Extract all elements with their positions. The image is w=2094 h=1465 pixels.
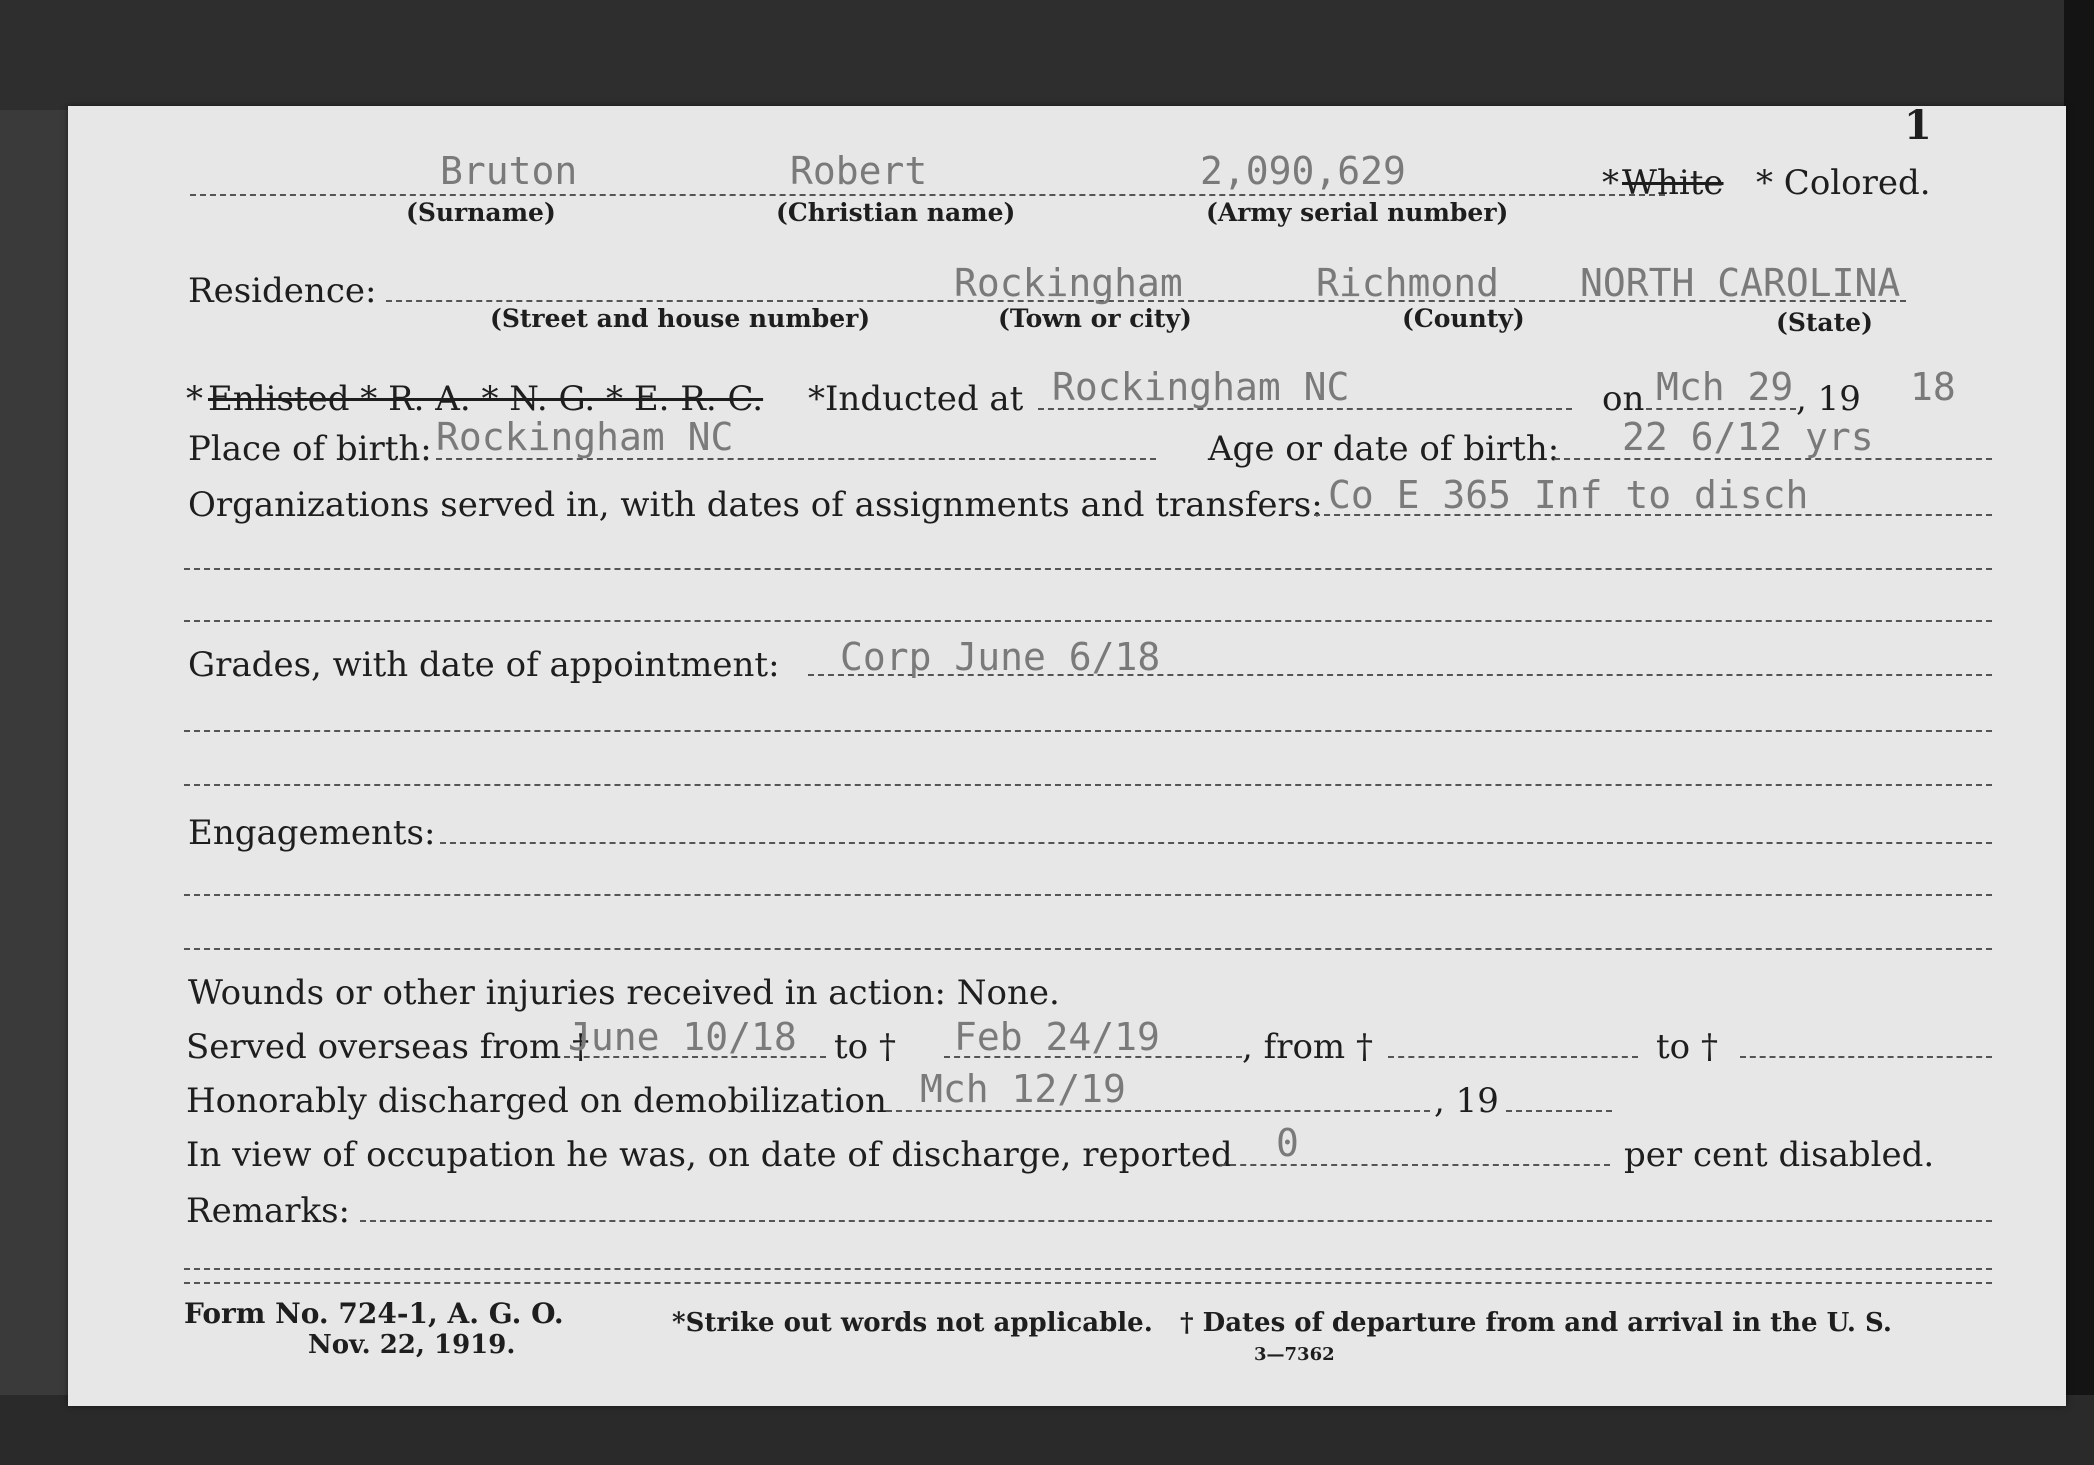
military-service-card — [68, 102, 2066, 1406]
page-number: 1 — [1904, 102, 1932, 149]
christian-name-label: (Christian name) — [776, 198, 1016, 227]
christian-name-value: Robert — [790, 149, 928, 193]
state-label: (State) — [1776, 308, 1873, 337]
struck-enlistment-options: Enlisted * R. A. * N. G. * E. R. C. — [208, 379, 764, 419]
overseas-from-date: June 10/18 — [568, 1015, 797, 1059]
town-value: Rockingham — [954, 261, 1183, 305]
inducted-place-value: Rockingham NC — [1052, 365, 1350, 409]
induction-star: * — [186, 379, 203, 419]
discharge-date: Mch 12/19 — [920, 1067, 1126, 1111]
place-of-birth-value: Rockingham NC — [436, 415, 734, 459]
inducted-at-label: *Inducted at — [808, 379, 1024, 419]
strike-out-note: *Strike out words not applicable. — [672, 1308, 1153, 1338]
organizations-line-2 — [184, 568, 1992, 570]
serial-number-label: (Army serial number) — [1206, 198, 1509, 227]
age-value: 22 6/12 yrs — [1622, 415, 1874, 459]
disability-suffix: per cent disabled. — [1624, 1135, 1935, 1175]
induction-date-value: Mch 29 — [1656, 365, 1794, 409]
name-line — [190, 194, 1665, 196]
organizations-line-3 — [184, 620, 1992, 622]
organizations-value: Co E 365 Inf to disch — [1328, 473, 1809, 517]
engagements-line-2 — [184, 894, 1992, 896]
residence-label: Residence: — [188, 271, 377, 311]
disability-value: 0 — [1276, 1121, 1299, 1165]
serial-number-value: 2,090,629 — [1200, 149, 1406, 193]
state-value: NORTH CAROLINA — [1580, 261, 1901, 305]
grades-line-3 — [184, 784, 1992, 786]
grades-label: Grades, with date of appointment: — [188, 645, 780, 685]
dates-note: † Dates of departure from and arrival in the U. S. — [1180, 1308, 1892, 1338]
discharge-label: Honorably discharged on demobilization — [186, 1081, 887, 1121]
county-label: (County) — [1402, 304, 1525, 333]
overseas-to2-label: to † — [1656, 1027, 1718, 1067]
induction-on-label: on — [1602, 379, 1645, 419]
organizations-label: Organizations served in, with dates of assignments and transfers: — [188, 485, 1323, 525]
discharge-year-line — [1506, 1110, 1612, 1112]
age-label: Age or date of birth: — [1208, 429, 1560, 469]
print-code: 3—7362 — [1254, 1344, 1335, 1365]
scan-background-top — [0, 0, 2094, 110]
colored-option: * Colored. — [1756, 163, 1931, 203]
overseas-to2-line — [1740, 1056, 1992, 1058]
overseas-to-label: to † — [834, 1027, 896, 1067]
engagements-line — [440, 842, 1992, 844]
place-of-birth-label: Place of birth: — [188, 429, 432, 469]
street-label: (Street and house number) — [490, 304, 871, 333]
disability-label: In view of occupation he was, on date of discharge, reported — [186, 1135, 1233, 1175]
induction-year-prefix: , 19 — [1796, 379, 1861, 419]
overseas-from-label: Served overseas from † — [186, 1027, 590, 1067]
scan-background-right — [2064, 0, 2094, 1465]
town-label: (Town or city) — [998, 304, 1192, 333]
engagements-label: Engagements: — [188, 813, 436, 853]
induction-year-value: 18 — [1910, 365, 1956, 409]
white-option-struck: White — [1622, 163, 1724, 203]
overseas-to-date: Feb 24/19 — [954, 1015, 1160, 1059]
overseas-from2-line — [1388, 1056, 1638, 1058]
wounds-label: Wounds or other injuries received in action: None. — [188, 973, 1060, 1013]
grades-line-2 — [184, 730, 1992, 732]
remarks-line — [360, 1220, 1992, 1222]
remarks-line-3 — [184, 1282, 1992, 1284]
surname-value: Bruton — [440, 149, 578, 193]
remarks-line-2 — [184, 1268, 1992, 1270]
engagements-line-3 — [184, 948, 1992, 950]
form-number: Form No. 724-1, A. G. O. — [184, 1297, 564, 1330]
discharge-year-label: , 19 — [1434, 1081, 1499, 1121]
overseas-from2-label: , from † — [1242, 1027, 1373, 1067]
surname-label: (Surname) — [406, 198, 556, 227]
form-date: Nov. 22, 1919. — [308, 1330, 516, 1360]
white-star: * — [1602, 163, 1619, 203]
county-value: Richmond — [1316, 261, 1500, 305]
grades-value: Corp June 6/18 — [840, 635, 1161, 679]
remarks-label: Remarks: — [186, 1191, 350, 1231]
